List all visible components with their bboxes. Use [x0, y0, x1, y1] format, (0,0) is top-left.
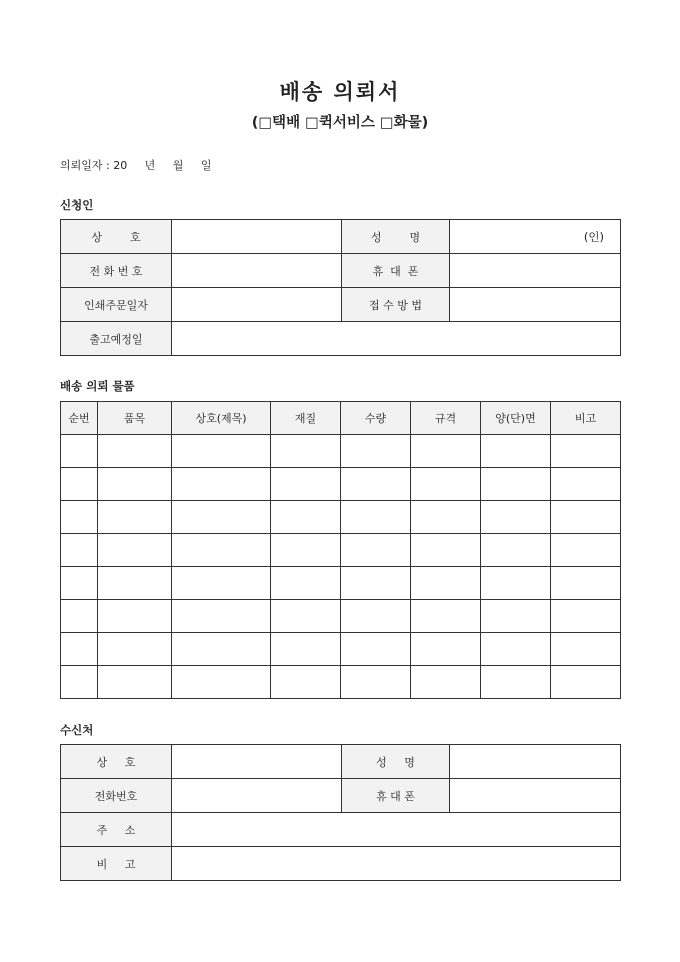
items-cell[interactable] [61, 567, 98, 600]
applicant-name-label: 성 명 [342, 220, 450, 254]
items-cell[interactable] [551, 534, 621, 567]
items-cell[interactable] [341, 666, 411, 699]
items-header-cell: 규격 [411, 402, 481, 435]
items-cell[interactable] [481, 567, 551, 600]
items-cell[interactable] [61, 633, 98, 666]
items-cell[interactable] [271, 501, 341, 534]
items-header-cell: 상호(제목) [172, 402, 271, 435]
items-cell[interactable] [271, 435, 341, 468]
items-cell[interactable] [411, 567, 481, 600]
items-cell[interactable] [98, 600, 172, 633]
applicant-mobile-label: 휴 대 폰 [342, 254, 450, 288]
items-header-cell: 순번 [61, 402, 98, 435]
items-cell[interactable] [61, 501, 98, 534]
items-header-cell: 수량 [341, 402, 411, 435]
items-cell[interactable] [481, 435, 551, 468]
items-header-row [61, 402, 621, 435]
items-cell[interactable] [341, 435, 411, 468]
items-cell[interactable] [411, 666, 481, 699]
applicant-table [60, 219, 621, 356]
items-cell[interactable] [341, 600, 411, 633]
items-row [61, 435, 621, 468]
items-cell[interactable] [411, 534, 481, 567]
document-title: 배송 의뢰서 [279, 79, 401, 104]
applicant-ship-date-field[interactable] [172, 322, 621, 356]
items-cell[interactable] [98, 435, 172, 468]
items-cell[interactable] [98, 567, 172, 600]
receiver-note-field[interactable] [172, 847, 621, 881]
seal-mark: (인) [583, 229, 604, 244]
applicant-row-company [61, 220, 621, 254]
applicant-company-label: 상 호 [61, 220, 172, 254]
applicant-reception-label: 접 수 방 법 [342, 288, 450, 322]
items-cell[interactable] [98, 633, 172, 666]
items-cell[interactable] [341, 633, 411, 666]
items-cell[interactable] [271, 666, 341, 699]
items-cell[interactable] [551, 567, 621, 600]
request-date-line: 의뢰일자 : 20 년 월 일 [60, 159, 212, 172]
applicant-name-field[interactable] [450, 220, 621, 254]
items-cell[interactable] [172, 468, 271, 501]
items-cell[interactable] [551, 666, 621, 699]
items-cell[interactable] [271, 567, 341, 600]
items-cell[interactable] [551, 501, 621, 534]
receiver-address-label: 주 소 [61, 813, 172, 847]
items-cell[interactable] [551, 468, 621, 501]
items-header-cell: 재질 [271, 402, 341, 435]
delivery-type-options: (□택배 □퀵서비스 □화물) [251, 115, 429, 131]
items-cell[interactable] [172, 501, 271, 534]
items-cell[interactable] [411, 600, 481, 633]
applicant-row-phone [61, 254, 621, 288]
receiver-row-note [61, 847, 621, 881]
items-table [60, 401, 621, 699]
items-row [61, 468, 621, 501]
receiver-row-address [61, 813, 621, 847]
items-cell[interactable] [411, 633, 481, 666]
items-cell[interactable] [481, 633, 551, 666]
items-cell[interactable] [61, 468, 98, 501]
items-row [61, 666, 621, 699]
items-cell[interactable] [411, 501, 481, 534]
receiver-name-field[interactable] [450, 745, 621, 779]
applicant-reception-field[interactable] [450, 288, 621, 322]
items-cell[interactable] [172, 567, 271, 600]
items-cell[interactable] [271, 633, 341, 666]
items-cell[interactable] [551, 633, 621, 666]
items-header-cell: 비고 [551, 402, 621, 435]
applicant-print-date-field[interactable] [172, 288, 342, 322]
items-cell[interactable] [271, 534, 341, 567]
items-cell[interactable] [61, 435, 98, 468]
items-cell[interactable] [172, 633, 271, 666]
receiver-company-label: 상 호 [61, 745, 172, 779]
items-cell[interactable] [481, 600, 551, 633]
items-row [61, 600, 621, 633]
items-cell[interactable] [481, 534, 551, 567]
items-cell[interactable] [98, 534, 172, 567]
items-cell[interactable] [61, 534, 98, 567]
applicant-row-ship [61, 322, 621, 356]
receiver-note-label: 비 고 [61, 847, 172, 881]
items-cell[interactable] [481, 666, 551, 699]
applicant-heading: 신청인 [60, 198, 94, 212]
applicant-row-print [61, 288, 621, 322]
items-row [61, 501, 621, 534]
items-cell[interactable] [551, 600, 621, 633]
receiver-company-field[interactable] [172, 745, 342, 779]
items-cell[interactable] [61, 666, 98, 699]
receiver-phone-label: 전화번호 [61, 779, 172, 813]
applicant-phone-label: 전 화 번 호 [61, 254, 172, 288]
items-cell[interactable] [98, 468, 172, 501]
items-cell[interactable] [481, 501, 551, 534]
receiver-row-company [61, 745, 621, 779]
items-cell[interactable] [172, 600, 271, 633]
receiver-name-label: 성 명 [342, 745, 450, 779]
items-cell[interactable] [341, 501, 411, 534]
items-cell[interactable] [271, 600, 341, 633]
items-cell[interactable] [341, 567, 411, 600]
receiver-table [60, 744, 621, 881]
receiver-address-field[interactable] [172, 813, 621, 847]
items-cell[interactable] [98, 501, 172, 534]
receiver-mobile-field[interactable] [450, 779, 621, 813]
receiver-row-phone [61, 779, 621, 813]
applicant-phone-field[interactable] [172, 254, 342, 288]
applicant-company-field[interactable] [172, 220, 342, 254]
items-row [61, 633, 621, 666]
receiver-phone-field[interactable] [172, 779, 342, 813]
items-cell[interactable] [411, 435, 481, 468]
applicant-ship-date-label: 출고예정일 [61, 322, 172, 356]
items-heading: 배송 의뢰 물품 [60, 379, 135, 393]
items-row [61, 567, 621, 600]
applicant-mobile-field[interactable] [450, 254, 621, 288]
items-cell[interactable] [172, 534, 271, 567]
items-cell[interactable] [481, 468, 551, 501]
items-cell[interactable] [271, 468, 341, 501]
items-cell[interactable] [172, 435, 271, 468]
items-cell[interactable] [61, 600, 98, 633]
items-cell[interactable] [341, 534, 411, 567]
items-header-cell: 품목 [98, 402, 172, 435]
items-cell[interactable] [551, 435, 621, 468]
items-cell[interactable] [411, 468, 481, 501]
items-cell[interactable] [98, 666, 172, 699]
applicant-print-date-label: 인쇄주문일자 [61, 288, 172, 322]
receiver-heading: 수신처 [60, 723, 94, 737]
items-row [61, 534, 621, 567]
items-header-cell: 양(단)면 [481, 402, 551, 435]
items-cell[interactable] [172, 666, 271, 699]
items-cell[interactable] [341, 468, 411, 501]
receiver-mobile-label: 휴 대 폰 [342, 779, 450, 813]
